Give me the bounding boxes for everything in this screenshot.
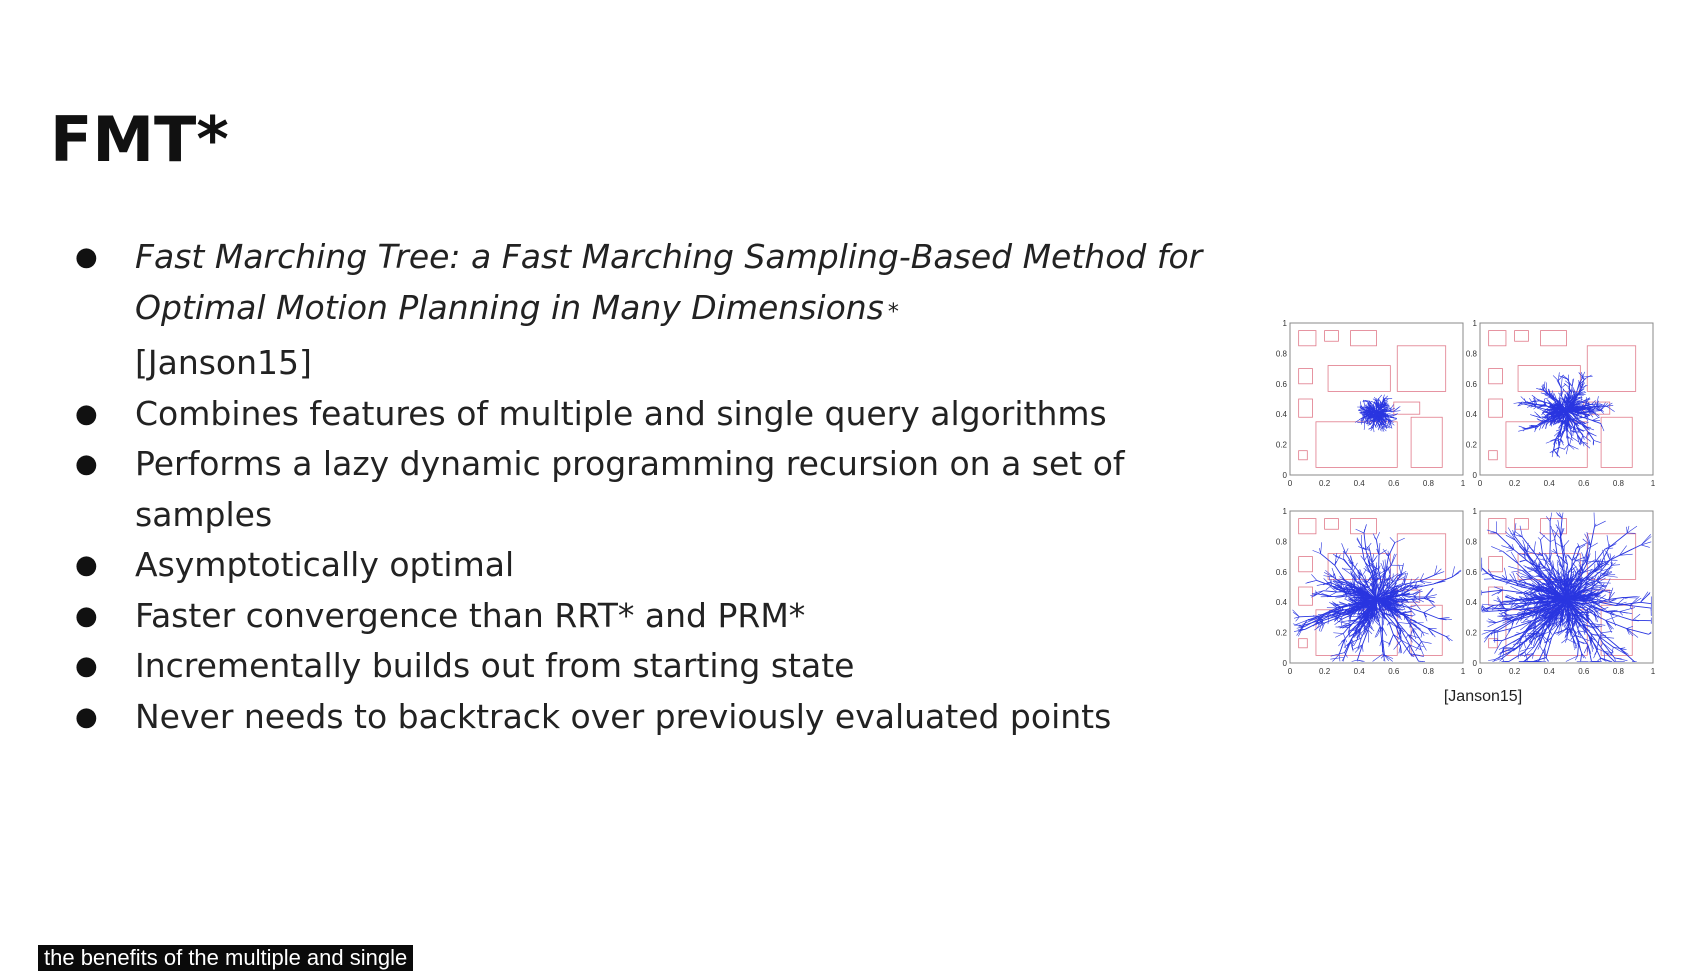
bullet-text: Never needs to backtrack over previously evaluated points xyxy=(135,696,1112,736)
x-tick-label: 0.6 xyxy=(1388,667,1400,676)
x-tick-label: 0.2 xyxy=(1509,479,1521,488)
x-tick-label: 0 xyxy=(1477,479,1483,488)
y-tick-label: 0.6 xyxy=(1465,379,1477,389)
x-tick-label: 0.8 xyxy=(1612,479,1624,488)
y-tick-label: 0 xyxy=(1282,659,1287,668)
fmt-tree-plots xyxy=(1275,318,1668,690)
y-tick-label: 0.2 xyxy=(1275,628,1287,638)
y-tick-label: 0.8 xyxy=(1275,537,1287,547)
x-tick-label: 1 xyxy=(1460,479,1466,488)
list-item xyxy=(75,692,1245,743)
x-tick-label: 0.4 xyxy=(1543,667,1555,676)
y-tick-label: 0 xyxy=(1472,659,1477,668)
x-tick-label: 0.4 xyxy=(1353,479,1365,488)
figure-caption: [Janson15] xyxy=(1443,688,1523,705)
y-tick-label: 1 xyxy=(1472,319,1477,328)
bullet-text: Incrementally builds out from starting state xyxy=(135,646,855,685)
y-tick-label: 0.8 xyxy=(1275,349,1287,359)
list-item xyxy=(75,591,1245,642)
y-tick-label: 0 xyxy=(1282,471,1287,480)
bullet-dot-icon: ● xyxy=(75,600,98,631)
x-tick-label: 0 xyxy=(1287,479,1293,488)
x-tick-label: 0.8 xyxy=(1422,667,1434,676)
x-tick-label: 0.2 xyxy=(1319,479,1331,488)
x-tick-label: 0.6 xyxy=(1388,479,1400,488)
y-tick-label: 0 xyxy=(1472,471,1477,480)
bullet-text: Performs a lazy dynamic programming recursion on a set of samples xyxy=(135,444,1125,534)
y-tick-label: 0.8 xyxy=(1465,349,1477,359)
bullet-dot-icon: ● xyxy=(75,550,98,580)
bullet-text: Combines features of multiple and single query algorithms xyxy=(135,393,1107,433)
video-caption: the benefits of the multiple and single xyxy=(38,945,413,971)
y-tick-label: 0.4 xyxy=(1275,598,1287,608)
list-item xyxy=(75,389,1245,440)
x-tick-label: 0.6 xyxy=(1578,667,1590,676)
paper-star: * xyxy=(887,299,899,325)
y-tick-label: 0.4 xyxy=(1275,410,1287,420)
y-tick-label: 0.6 xyxy=(1465,567,1477,577)
paper-title: Fast Marching Tree: a Fast Marching Sampling-Based Method for Optimal Motion Planning in Many Dimensions xyxy=(135,237,1203,327)
list-item xyxy=(75,540,1245,591)
bullet-dot-icon: ● xyxy=(75,449,98,479)
y-tick-label: 0.2 xyxy=(1275,440,1287,450)
bullet-text: Faster convergence than RRT* and PRM* xyxy=(135,595,806,635)
x-tick-label: 0.8 xyxy=(1612,667,1624,676)
bullet-text: Asymptotically optimal xyxy=(135,545,515,584)
y-tick-label: 1 xyxy=(1472,507,1477,516)
x-tick-label: 0 xyxy=(1287,667,1293,676)
x-tick-label: 0.2 xyxy=(1509,667,1521,676)
bullet-dot-icon: ● xyxy=(75,701,98,732)
slide-title: FMT* xyxy=(50,103,229,176)
x-tick-label: 1 xyxy=(1650,479,1656,488)
x-tick-label: 1 xyxy=(1460,667,1466,676)
x-tick-label: 0.2 xyxy=(1319,667,1331,676)
y-tick-label: 0.4 xyxy=(1465,410,1477,420)
x-tick-label: 1 xyxy=(1650,667,1656,676)
y-tick-label: 0.6 xyxy=(1275,567,1287,577)
bullet-dot-icon: ● xyxy=(75,651,98,681)
bullet-dot-icon: ● xyxy=(75,398,98,429)
y-tick-label: 0.2 xyxy=(1465,628,1477,638)
y-tick-label: 0.2 xyxy=(1465,440,1477,450)
y-tick-label: 1 xyxy=(1282,507,1287,516)
fmt-tree-figure xyxy=(1275,318,1668,690)
y-tick-label: 1 xyxy=(1282,319,1287,328)
bullet-list xyxy=(75,232,1245,742)
x-tick-label: 0.4 xyxy=(1543,479,1555,488)
x-tick-label: 0 xyxy=(1477,667,1483,676)
x-tick-label: 0.4 xyxy=(1353,667,1365,676)
bullet-dot-icon: ● xyxy=(75,242,98,272)
paper-citation: [Janson15] xyxy=(135,343,312,382)
y-tick-label: 0.4 xyxy=(1465,598,1477,608)
y-tick-label: 0.8 xyxy=(1465,537,1477,547)
list-item xyxy=(75,232,1245,389)
list-item xyxy=(75,439,1245,540)
x-tick-label: 0.8 xyxy=(1422,479,1434,488)
y-tick-label: 0.6 xyxy=(1275,379,1287,389)
x-tick-label: 0.6 xyxy=(1578,479,1590,488)
list-item xyxy=(75,641,1245,692)
